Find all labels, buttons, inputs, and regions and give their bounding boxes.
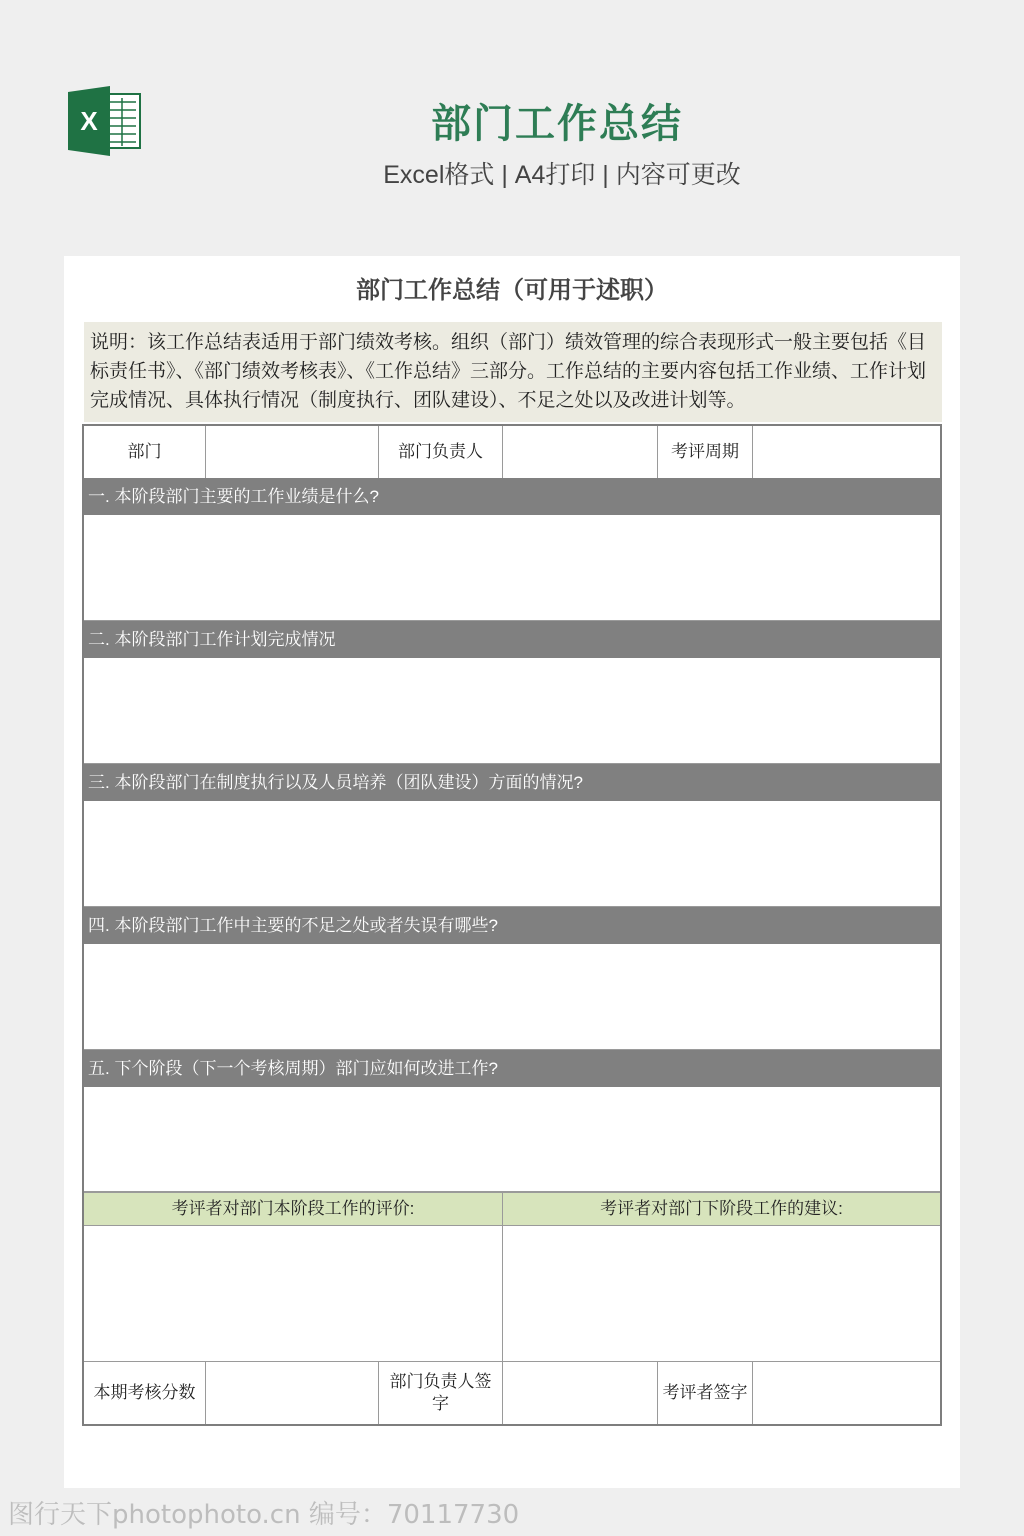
section-3-header: 三. 本阶段部门在制度执行以及人员培养（团队建设）方面的情况?: [84, 764, 940, 801]
score-input[interactable]: [206, 1362, 379, 1424]
reviewer-sign-input[interactable]: [753, 1362, 940, 1424]
watermark: 图行天下photophoto.cn 编号：70117730: [8, 1500, 520, 1530]
instruction-note: 说明：该工作总结表适用于部门绩效考核。组织（部门）绩效管理的综合表现形式一般主要包括《目标责任书》、《部门绩效考核表》、《工作总结》三部分。工作总结的主要内容包括工作业绩、工作计划完成情况、具体执行情况（制度执行、团队建设）、不足之处以及改进计划等。: [84, 322, 942, 422]
sheet: [64, 256, 960, 1488]
dept-head-sign-input[interactable]: [503, 1362, 658, 1424]
reviewer-sign-label: 考评者签字: [658, 1362, 753, 1424]
section-1-input[interactable]: [84, 515, 940, 621]
section-5-input[interactable]: [84, 1087, 940, 1192]
next-suggestion-input[interactable]: [503, 1226, 940, 1361]
current-evaluation-input[interactable]: [84, 1226, 503, 1361]
evaluation-body-row: [84, 1226, 940, 1362]
section-3-input[interactable]: [84, 801, 940, 907]
dept-label: 部门: [84, 426, 206, 478]
banner-subtitle: Excel格式 | A4打印 | 内容可更改: [383, 161, 741, 189]
score-label: 本期考核分数: [84, 1362, 206, 1424]
summary-form: [82, 424, 942, 1426]
dept-head-label: 部门负责人: [379, 426, 503, 478]
section-4-input[interactable]: [84, 944, 940, 1050]
banner-title: 部门工作总结: [431, 102, 683, 146]
review-period-label: 考评周期: [658, 426, 753, 478]
current-evaluation-label: 考评者对部门本阶段工作的评价:: [84, 1193, 503, 1225]
section-4-header: 四. 本阶段部门工作中主要的不足之处或者失误有哪些?: [84, 907, 940, 944]
evaluation-header-row: [84, 1192, 940, 1226]
section-2-input[interactable]: [84, 658, 940, 764]
signature-row: [84, 1362, 940, 1424]
section-1-header: 一. 本阶段部门主要的工作业绩是什么?: [84, 478, 940, 515]
dept-input[interactable]: [206, 426, 379, 478]
section-5-header: 五. 下个阶段（下一个考核周期）部门应如何改进工作?: [84, 1050, 940, 1087]
next-suggestion-label: 考评者对部门下阶段工作的建议:: [600, 1199, 843, 1218]
sheet-title: 部门工作总结（可用于述职）: [356, 277, 668, 304]
review-period-input[interactable]: [753, 426, 940, 478]
svg-text:X: X: [80, 106, 98, 136]
dept-head-sign-label: 部门负责人签字: [379, 1362, 503, 1424]
section-2-header: 二. 本阶段部门工作计划完成情况: [84, 621, 940, 658]
dept-head-input[interactable]: [503, 426, 658, 478]
info-row: [84, 426, 940, 479]
